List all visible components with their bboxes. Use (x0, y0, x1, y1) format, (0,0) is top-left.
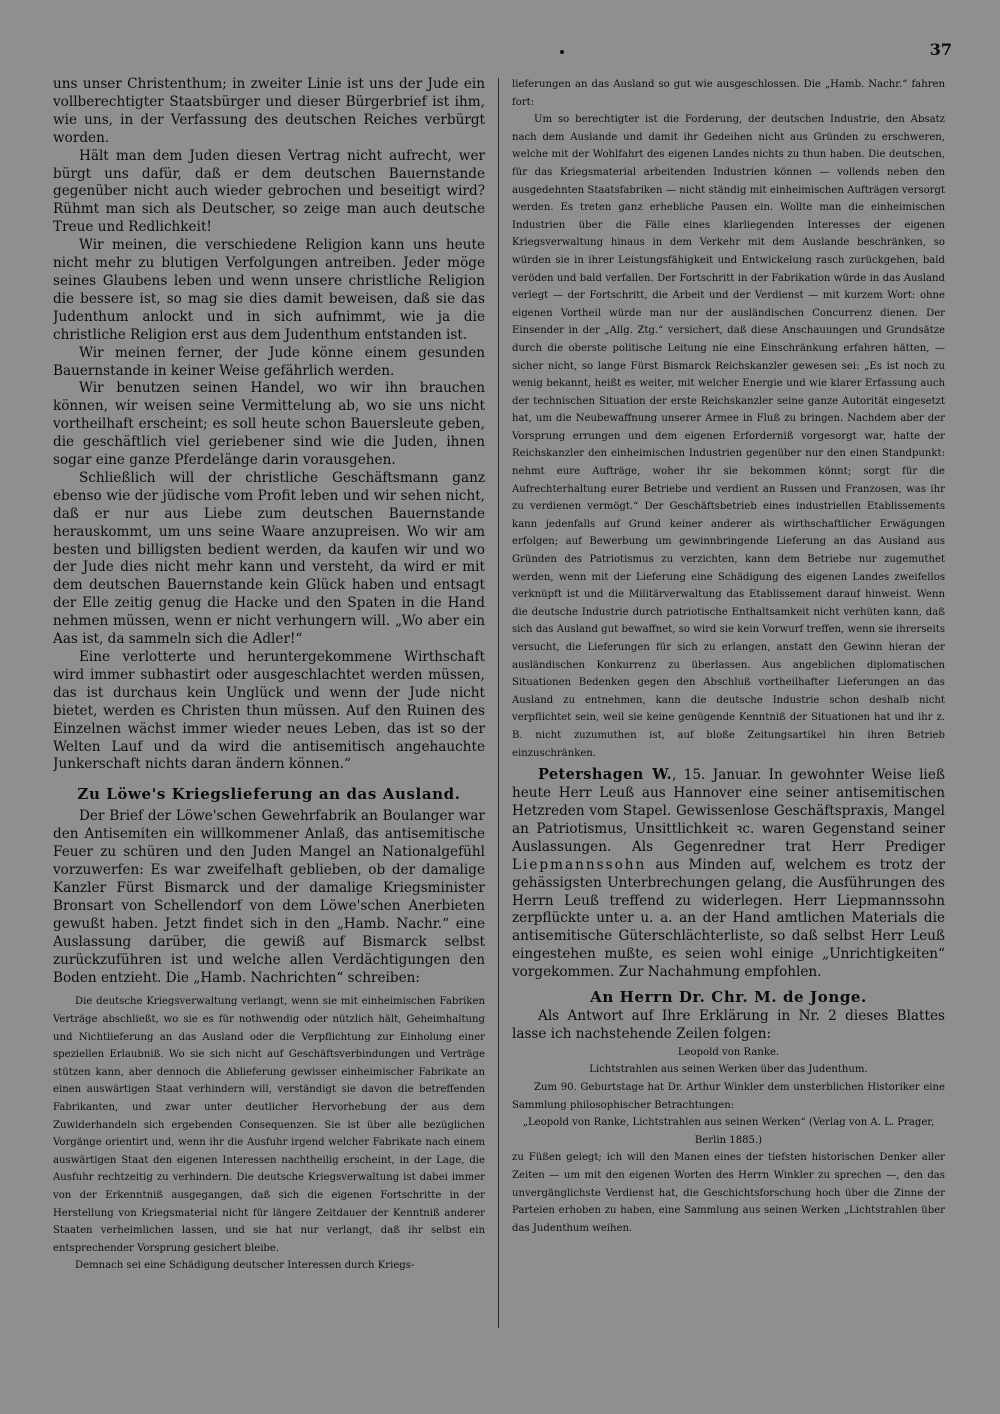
paragraph: Eine verlotterte und heruntergekommene Wirthschaft wird immer subhastirt oder ausgeschlachtet werden müssen, das ist durchaus kein Unglück und wenn der Jude nicht bietet, werden es Christen thun müssen. Auf den Ruinen des Einzelnen wächst immer wieder neues Leben, das ist so der Welten Lauf und da wird die antisemitisch angehauchte Junkerschaft nichts daran ändern können.“ (53, 649, 485, 773)
paragraph: Als Antwort auf Ihre Erklärung in Nr. 2 dieses Blattes lasse ich nachstehende Zeilen folgen: (512, 1008, 945, 1042)
paragraph: Hält man dem Juden diesen Vertrag nicht aufrecht, wer bürgt uns dafür, daß er dem deutschen Bauernstande gegenüber nicht auch wieder gebrochen und beseitigt wird? Rühmt man sich als Deutscher, so zeige man auch deutsche Treue und Redlichkeit! (53, 147, 485, 236)
paragraph: uns unser Christenthum; in zweiter Linie ist uns der Jude ein vollberechtigter Staatsbürger und dieser Bürgerbrief ist ihm, wie uns, in der Verfassung des deutschen Reiches verbürgt worden. (53, 76, 485, 146)
quote-paragraph: Um so berechtigter ist die Forderung, der deutschen Industrie, den Absatz nach dem Auslande und damit ihr Gedeihen nicht aus Gründen zu erschweren, welche mit der Wohlfahrt des eigenen Landes nichts zu thun haben. Die deutschen, für das Kriegsmaterial arbeitenden Industrien können — vollends neben den ausgedehnten Staatsfabriken — nicht ständig mit einheimischen Aufträgen versorgt werden. Es treten ganz erhebliche Pausen ein. Wollte man die einheimischen Industrien über die Fälle eines klarliegenden Interesses der eigenen Kriegsverwaltung hinaus in dem Verkehr mit dem Auslande beschränken, so würden sie in ihrer Leistungsfähigkeit und Entwickelung rasch zurückgehen, bald veröden und bald verfallen. Der Fortschritt in der Fabrikation würde in das Ausland verlegt — der Fortschritt, die Arbeit und der Verdienst — mit kurzem Wort: ohne eigenen Vortheil würde man nur der ausländischen Concurrenz dienen. Der Einsender in der „Allg. Ztg.“ versichert, daß diese Anschauungen und Grundsätze durch die oberste politische Leitung nie eine Einschränkung erfahren hätten, — sicher nicht, so lange Fürst Bismarck Reichskanzler gewesen sei: „Es ist noch zu wenig bekannt, heißt es weiter, mit welcher Energie und wie klarer Erfassung auch der technischen Situation der erste Reichskanzler seine ganze Autorität eingesetzt hat, um die Neubewaffnung unserer Armee in Fluß zu bringen. Nachdem aber der Vorsprung errungen und dem eigenen Erforderniß vorgesorgt war, hatte der Reichskanzler den einheimischen Industrien gegenüber nur den einen Standpunkt: nehmt eure Aufträge, woher ihr sie bekommen könnt; sorgt für die Aufrechterhaltung eurer Betriebe und verdient an Russen und Franzosen, was ihr zu verdienen vermögt.“ Der Geschäftsbetrieb eines industriellen Etablissements kann jedenfalls auf Grund keiner anderer als wirthschaftlicher Erwägungen erfolgen; auf Bewerbung um gewinnbringende Lieferung an das Ausland aus Gründen des Patriotismus zu verzichten, kann dem Betriebe nur zugemuthet werden, wenn mit der Lieferung eine Schädigung des eigenen Landes zweifellos verknüpft ist und die Militärverwaltung das Etablissement darauf hinweist. Wenn die deutsche Industrie durch patriotische Enthaltsamkeit nicht verhüten kann, daß sich das Ausland gut bewaffnet, so wird sie kein Vorwurf treffen, wenn sie ihrerseits versucht, die Lieferungen für sich zu erlangen, anstatt den Gewinn hieran der ausländischen Konkurrenz zu überlassen. Aus angeblichen diplomatischen Situationen Bedenken gegen den Abschluß vortheilhafter Lieferungen an das Ausland zu entnehmen, kann die deutsche Industrie schon deshalb nicht verpflichtet sein, weil sie keine genügende Kenntniß der Situationen hat und ihr z. B. nicht zuzumuthen ist, auf bloße Zeitungsartikel hin ihren Betrieb einzuschränken. (512, 114, 945, 759)
book-title: Leopold von Ranke. (677, 1046, 780, 1058)
paragraph-text: aus Minden auf, welchem es trotz der gehässigsten Unterbrechungen gelang, die Ausführungen des Herrn Leuß treffend zu widerlegen. Herr Liepmannssohn zerpflückte unter u. a. an der Hand amtlichen Materials die antisemitische Güterschlächterliste, so daß selbst Herr Leuß eingestehen mußte, es seien wohl einige „Unrichtigkeiten“ vorgekommen. Zur Nachahmung empfohlen. (512, 856, 945, 981)
article-heading: An Herrn Dr. Chr. M. de Jonge. (590, 988, 867, 1007)
article-heading: Zu Löwe's Kriegslieferung an das Ausland. (77, 785, 461, 804)
book-citation: „Leopold von Ranke, Lichtstrahlen aus seinen Werken“ (Verlag von A. L. Prager, Berlin 1885.) (522, 1117, 935, 1146)
paragraph: Der Brief der Löwe'schen Gewehrfabrik an Boulanger war den Antisemiten ein willkommener Anlaß, das antisemitische Feuer zu schüren und den Juden Mangel an Nationalgefühl vorzuwerfen: Es war zweifelhaft geblieben, ob der damalige Kanzler Fürst Bismarck und der damalige Kriegsminister Bronsart von Schellendorf von dem Löwe'schen Anerbieten gewußt haben. Jetzt findet sich in den „Hamb. Nachr.“ eine Auslassung darüber, die gewiß auf Bismarck selbst zurückzuführen ist und welche allen Verdächtigungen den Boden entzieht. Die „Hamb. Nachrichten“ schreiben: (53, 808, 485, 986)
page-number: 37 (929, 40, 952, 59)
quote-paragraph: lieferungen an das Ausland so gut wie ausgeschlossen. Die „Hamb. Nachr.“ fahren fort: (512, 79, 945, 108)
paragraph: Schließlich will der christliche Geschäftsmann ganz ebenso wie der jüdische vom Profit leben und wir sehen nicht, daß er nur aus Liebe zum deutschen Bauernstande herauskommt, um uns seine Waare anzupreisen. Wo wir am besten und billigsten bedient werden, da kaufen wir und wo der Jude dies nicht mehr kann und versteht, da wird er mit dem deutschen Bauernstande kein Glück haben und entsagt der Elle zeitig genug die Hacke und den Spaten in die Hand nehmen müssen, wenn er nicht verhungern will. „Wo aber ein Aas ist, da sammeln sich die Adler!“ (53, 469, 485, 648)
quote-paragraph: Zum 90. Geburtstage hat Dr. Arthur Winkler dem unsterblichen Historiker eine Sammlung philosophischer Betrachtungen: (512, 1082, 945, 1111)
left-column (53, 76, 485, 1376)
quote-paragraph: Die deutsche Kriegsverwaltung verlangt, wenn sie mit einheimischen Fabriken Verträge abschließt, wo sie es für nothwendig oder nützlich hält, Geheimhaltung und Nichtlieferung an das Ausland oder die Verpflichtung zur Einholung einer speziellen Erlaubniß. Wo sie sich nicht auf Geschäftsverbindungen und Verträge stützen kann, aber dennoch die Ablieferung gewisser einheimischer Fabrikate an einen auswärtigen Staat verhindern will, verständigt sie davon die betreffenden Fabrikanten, und zwar unter deutlicher Hervorhebung der aus dem Zuwiderhandeln sich ergebenden Consequenzen. Sie ist über alle bezüglichen Vorgänge orientirt und, wenn ihr die Ausfuhr irgend welcher Fabrikate nach einem auswärtigen Staat den eigenen Interessen nachtheilig erscheint, in der Lage, die Ausfuhr rechtzeitig zu verhindern. Die deutsche Kriegsverwaltung ist dabei immer von der Erkenntniß ausgegangen, daß sich die eigenen Fortschritte in der Herstellung von Kriegsmaterial nicht für längere Zeitdauer der Kenntniß anderer Staaten verheimlichen lassen, und sie hat nur verlangt, daß ihr selbst ein entsprechender Vorsprung gesichert bleibe. (53, 996, 485, 1254)
dateline-place: Petershagen W. (538, 766, 673, 784)
dateline-text: , 15. Januar. In gewohnter Weise ließ heute Herr Leuß aus Hannover eine seiner antisemitischen Hetzreden vom Stapel. Gewissenlose Geschäftspraxis, Mangel an Patriotismus, Unsittlichkeit ꝛc. waren Gegenstand seiner Auslassungen. Als Gegenredner trat Herr Prediger (512, 767, 945, 855)
quote-paragraph: Demnach sei eine Schädigung deutscher Interessen durch Kriegs- (75, 1260, 415, 1272)
spaced-name: Liepmannssohn (512, 856, 647, 873)
book-subtitle: Lichtstrahlen aus seinen Werken über das Judenthum. (589, 1064, 868, 1076)
print-dot (560, 50, 564, 54)
paragraph: Wir benutzen seinen Handel, wo wir ihn brauchen können, wir weisen seine Vermittelung ab, wo sie uns nicht vortheilhaft erscheint; es soll heute schon Bauersleute geben, die geschäftlich viel geriebener sind wie die Juden, ihnen sogar eine ganze Pferdelänge darin vorausgehen. (53, 380, 485, 469)
quote-paragraph: zu Füßen gelegt; ich will den Manen eines der tiefsten historischen Denker aller Zeiten — um mit den eigenen Worten des Herrn Winkler zu sprechen —, den das unvergänglichste Verdienst hat, die Geschichtsforschung hoch über die Zinne der Parteien erhoben zu haben, eine Sammlung aus seinen Werken „Lichtstrahlen über das Judenthum weihen. (512, 1152, 945, 1234)
paragraph: Wir meinen ferner, der Jude könne einem gesunden Bauernstande in keiner Weise gefährlich werden. (53, 344, 485, 379)
news-paragraph (512, 766, 945, 982)
paragraph: Wir meinen, die verschiedene Religion kann uns heute nicht mehr zu blutigen Verfolgungen antreiben. Jeder möge seines Glaubens leben und wenn unsere christliche Religion die bessere ist, so mag sie dies damit beweisen, daß sie das Judenthum anlockt und in sich aufnimmt, wie ja die christliche Religion erst aus dem Judenthum entstanden ist. (53, 237, 485, 343)
column-rule (498, 78, 499, 1328)
right-column (512, 76, 945, 1376)
